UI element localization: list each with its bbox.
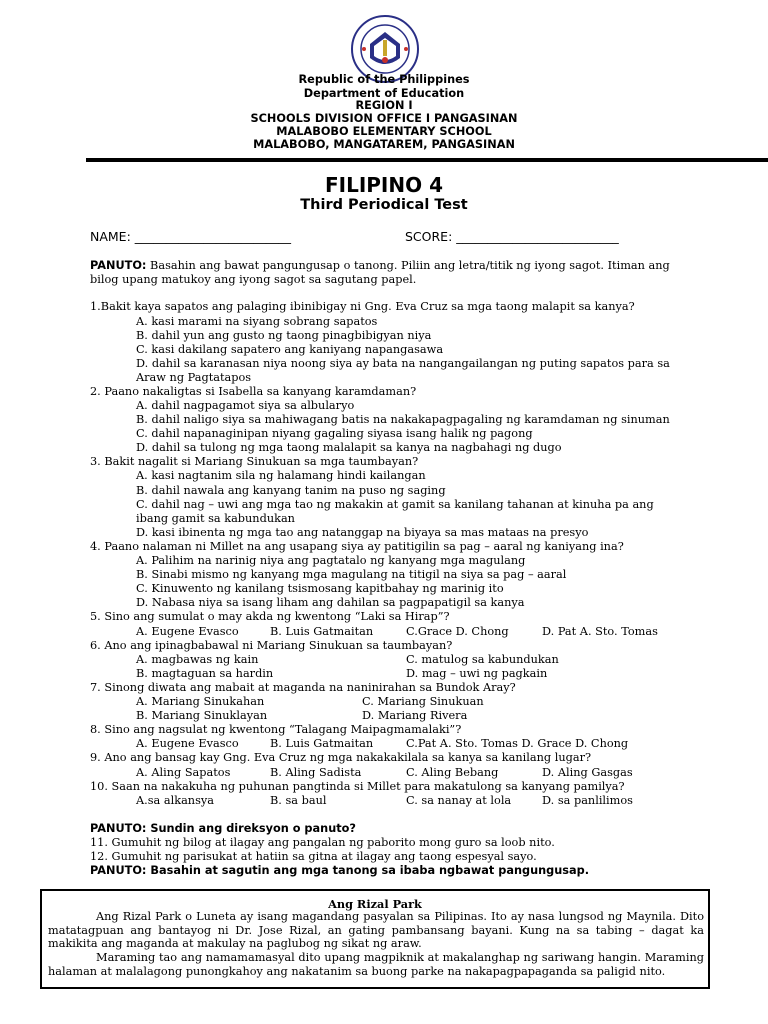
- option-9c[interactable]: C. Aling Bebang: [406, 766, 499, 779]
- header-region: REGION I: [355, 99, 413, 112]
- option-1b[interactable]: B. dahil yun ang gusto ng taong pinagbibigyan niya: [136, 329, 432, 342]
- option-6a[interactable]: A. magbawas ng kain: [136, 653, 259, 666]
- instructions-2: PANUTO: Sundin ang direksyon o panuto?: [90, 822, 356, 835]
- item-11: 11. Gumuhit ng bilog at ilagay ang pangalan ng paborito mong guro sa loob nito.: [90, 836, 555, 849]
- option-2d[interactable]: D. dahil sa tulong ng mga taong malalapit sa kanya na nagbahagi ng dugo: [136, 441, 562, 454]
- option-6d[interactable]: D. mag – uwi ng pagkain: [406, 667, 548, 680]
- header-school: MALABOBO ELEMENTARY SCHOOL: [276, 125, 492, 138]
- question-3: 3. Bakit nagalit si Mariang Sinukuan sa mga taumbayan?: [90, 455, 419, 468]
- option-4d[interactable]: D. Nabasa niya sa isang liham ang dahilan sa pagpapatigil sa kanya: [136, 596, 525, 609]
- name-label: NAME:: [90, 229, 131, 244]
- question-2: 2. Paano nakaligtas si Isabella sa kanyang karamdaman?: [90, 385, 417, 398]
- header-divider: [86, 158, 768, 162]
- option-3d[interactable]: D. kasi ibinenta ng mga tao ang natanggap na biyaya sa mas mataas na presyo: [136, 526, 589, 539]
- score-field[interactable]: [405, 229, 619, 245]
- reading-title: Ang Rizal Park: [328, 897, 422, 911]
- header-department: Department of Education: [303, 87, 465, 100]
- option-8b[interactable]: B. Luis Gatmaitan: [270, 737, 374, 750]
- option-7c[interactable]: C. Mariang Sinukuan: [362, 695, 484, 708]
- instructions-label: PANUTO:: [90, 259, 147, 272]
- option-1d-cont: Araw ng Pagtatapos: [136, 371, 252, 384]
- option-5d[interactable]: D. Pat A. Sto. Tomas: [542, 625, 658, 638]
- option-3b[interactable]: B. dahil nawala ang kanyang tanim na puso ng saging: [136, 484, 446, 497]
- question-5: 5. Sino ang sumulat o may akda ng kwentong “Laki sa Hirap”?: [90, 610, 450, 623]
- option-8a[interactable]: A. Eugene Evasco: [136, 737, 239, 750]
- option-3a[interactable]: A. kasi nagtanim sila ng halamang hindi kailangan: [136, 469, 426, 482]
- name-field[interactable]: [90, 229, 291, 245]
- reading-paragraph-2: Maraming tao ang namamamasyal dito upang magpiknik at makalanghap ng sariwang hangin. Maraming halaman at malalagong punongkahoy ang nakatanim sa buong parke na nakapagpapaganda sa paligid nito.: [48, 951, 704, 978]
- option-6c[interactable]: C. matulog sa kabundukan: [406, 653, 559, 666]
- option-1c[interactable]: C. kasi dakilang sapatero ang kaniyang napangasawa: [136, 343, 444, 356]
- option-7b[interactable]: B. Mariang Sinuklayan: [136, 709, 268, 722]
- option-4a[interactable]: A. Palihim na narinig niya ang pagtatalo ng kanyang mga magulang: [136, 554, 526, 567]
- question-8: 8. Sino ang nagsulat ng kwentong “Talagang Maipagmamalaki”?: [90, 723, 462, 736]
- option-9a[interactable]: A. Aling Sapatos: [136, 766, 231, 779]
- option-10c[interactable]: C. sa nanay at lola: [406, 794, 512, 807]
- option-4b[interactable]: B. Sinabi mismo ng kanyang mga magulang na titigil na siya sa pag – aaral: [136, 568, 567, 581]
- reading-passage-box: [40, 889, 710, 989]
- instructions-3: PANUTO: Basahin at sagutin ang mga tanong sa ibaba ngbawat pangungusap.: [90, 864, 590, 877]
- question-10: 10. Saan na nakakuha ng puhunan pangtinda si Millet para makatulong sa kanyang pamilya?: [90, 780, 625, 793]
- option-3c-cont: ibang gamit sa kabundukan: [136, 512, 295, 525]
- option-7d[interactable]: D. Mariang Rivera: [362, 709, 468, 722]
- score-blank[interactable]: __________________________: [456, 229, 619, 244]
- page-subtitle: Third Periodical Test: [300, 197, 468, 213]
- question-4: 4. Paano nalaman ni Millet na ang usapang siya ay patitigilin sa pag – aaral ng kaniyang ina?: [90, 540, 624, 553]
- item-12: 12. Gumuhit ng parisukat at hatiin sa gitna at ilagay ang taong espesyal sayo.: [90, 850, 537, 863]
- option-7a[interactable]: A. Mariang Sinukahan: [136, 695, 265, 708]
- header-division: SCHOOLS DIVISION OFFICE I PANGASINAN: [250, 112, 518, 125]
- score-label: SCORE:: [405, 229, 453, 244]
- page-title: FILIPINO 4: [324, 173, 443, 197]
- option-1d[interactable]: D. dahil sa karanasan niya noong siya ay bata na nangangailangan ng puting sapatos para sa: [136, 357, 670, 370]
- option-9b[interactable]: B. Aling Sadista: [270, 766, 362, 779]
- question-1: 1.Bakit kaya sapatos ang palaging ibinibigay ni Gng. Eva Cruz sa mga taong malapit sa kanya?: [90, 300, 635, 313]
- option-2a[interactable]: A. dahil nagpagamot siya sa albularyo: [136, 399, 355, 412]
- option-5c[interactable]: C.Grace D. Chong: [406, 625, 509, 638]
- name-blank[interactable]: _________________________: [134, 229, 292, 244]
- option-5a[interactable]: A. Eugene Evasco: [136, 625, 239, 638]
- option-2c[interactable]: C. dahil napanaginipan niyang gagaling siyasa isang halik ng pagong: [136, 427, 533, 440]
- question-6: 6. Ano ang ipinagbabawal ni Mariang Sinukuan sa taumbayan?: [90, 639, 453, 652]
- option-8cd[interactable]: C.Pat A. Sto. Tomas D. Grace D. Chong: [406, 737, 629, 750]
- instructions-text: Basahin ang bawat pangungusap o tanong. Piliin ang letra/titik ng iyong sagot. Itiman ang bilog upang matukoy ang iyong sagot sa sagutang papel.: [90, 259, 670, 286]
- option-10b[interactable]: B. sa baul: [270, 794, 327, 807]
- option-10a[interactable]: A.sa alkansya: [136, 794, 214, 807]
- option-10d[interactable]: D. sa panlilimos: [542, 794, 633, 807]
- option-5b[interactable]: B. Luis Gatmaitan: [270, 625, 374, 638]
- instructions-1: [90, 259, 678, 287]
- option-6b[interactable]: B. magtaguan sa hardin: [136, 667, 274, 680]
- option-3c[interactable]: C. dahil nag – uwi ang mga tao ng makakin at gamit sa kanilang tahanan at kinuha pa ang: [136, 498, 654, 511]
- option-9d[interactable]: D. Aling Gasgas: [542, 766, 633, 779]
- question-7: 7. Sinong diwata ang mabait at maganda na naninirahan sa Bundok Aray?: [90, 681, 516, 694]
- question-9: 9. Ano ang bansag kay Gng. Eva Cruz ng mga nakakakilala sa kanya sa kanilang lugar?: [90, 751, 592, 764]
- option-4c[interactable]: C. Kinuwento ng kanilang tsismosang kapitbahay ng marinig ito: [136, 582, 504, 595]
- header-address: MALABOBO, MANGATAREM, PANGASINAN: [253, 138, 515, 151]
- header-republic: Republic of the Philippines: [298, 73, 470, 86]
- reading-paragraph-1: Ang Rizal Park o Luneta ay isang magandang pasyalan sa Pilipinas. Ito ay nasa lungsod ng Maynila. Dito matatagpuan ang bantayog ni Dr. Jose Rizal, an gating pambansang bayani. Kung na sa tabing – dagat ka makikita ang maganda at makulay na paglubog ng sikat ng araw.: [48, 910, 704, 951]
- option-1a[interactable]: A. kasi marami na siyang sobrang sapatos: [136, 315, 378, 328]
- option-2b[interactable]: B. dahil naligo siya sa mahiwagang batis na nakakapagpagaling ng karamdaman ng sinuman: [136, 413, 670, 426]
